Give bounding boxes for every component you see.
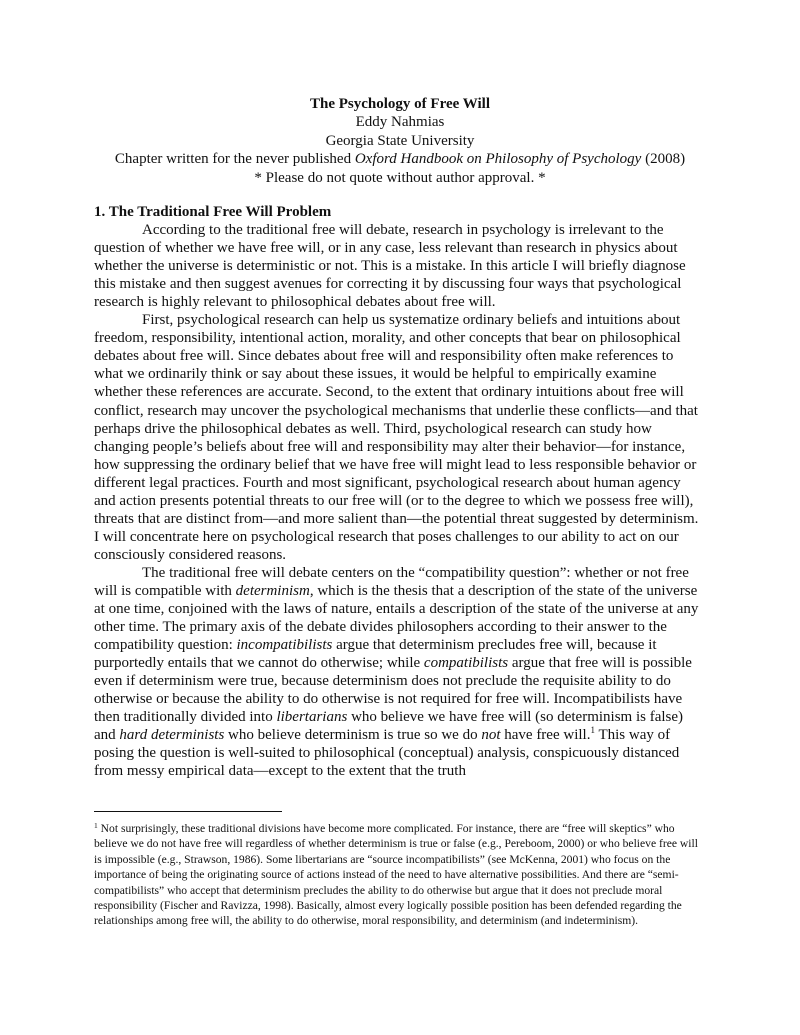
text-run: This way of posing the question is well-suited to philosophical (conceptual) analysis, conspicuously distanced from messy empirical data—except to the extent that the truth [94, 727, 680, 780]
footnote-marker: 1 [94, 821, 98, 830]
text-run: who believe we have free will (so determinism is false) and [94, 709, 684, 744]
author-affiliation: Georgia State University [325, 132, 475, 149]
quote-notice: * Please do not quote without author approval. * [254, 169, 546, 186]
document-title: The Psychology of Free Will [310, 96, 490, 112]
italic-term: compatibilists [423, 655, 509, 672]
italic-term: hard determinists [119, 727, 225, 744]
text-run: have free will. [500, 727, 591, 744]
author-name: Eddy Nahmias [355, 114, 445, 131]
publication-year: (2008) [641, 151, 686, 168]
paragraph-2: First, psychological research can help us systematize ordinary beliefs and intuitions about freedom, responsibility, intentional action, morality, and other concepts that bear on philosophical debates about free will. Since debates about free will and responsibility often make references to what we ordinarily think or say about these issues, it would be helpful to empirically examine whether these references are accurate. Second, to the extent that ordinary intuitions about free will conflict, research may uncover the psychological mechanisms that underlie these conflicts—and that perhaps drive the philosophical debates as well. Third, psychological research can study how changing people’s beliefs about free will and responsibility may alter their behavior—for instance, how suppressing the ordinary belief that we have free will might lead to less responsible behavior or different legal practices. Fourth and most significant, psychological research about human agency and action presents potential threats to our free will (or to the degree to which we possess free will), threats that are distinct from—and more salient than—the potential threat suggested by determinism. I will concentrate here on psychological research that poses challenges to our ability to act on our consciously considered reasons. [94, 312, 699, 563]
footnote-1 [94, 821, 706, 929]
text-run: , which is the thesis that a description of the state of the universe at one time, conjoined with the laws of nature, entails a description of the state of the universe at any other time. The primary axis of the debate divides philosophers according to their answer to the compatibility question: [94, 582, 699, 654]
text-run: The traditional free will debate centers on the “compatibility question”: whether or not free will is compatible with [94, 564, 689, 599]
italic-term: libertarians [276, 709, 348, 726]
handbook-title: Oxford Handbook on Philosophy of Psychology [354, 151, 642, 168]
italic-term: incompatibilists [236, 637, 333, 654]
text-run: argue that determinism precludes free will, because it purportedly entails that we cannot do otherwise; while [94, 637, 657, 672]
italic-term: not [481, 727, 501, 744]
document-header [60, 95, 740, 187]
footnote-reference[interactable]: 1 [590, 725, 595, 736]
footnote-text: Not surprisingly, these traditional divisions have become more complicated. For instance, there are “free will skeptics” who believe we do not have free will regardless of whether determinism is true or false (e.g., Pereboom, 2000) or who believe free will is impossible (e.g., Strawson, 1986). Some libertarians are “source incompatibilists” (see McKenna, 2001) who focus on the importance of being the originating source of actions instead of the need to have alternative possibilities. And there are “semi-compatibilists” who accept that determinism precludes the ability to do otherwise but argue that it does not preclude moral responsibility (Fischer and Ravizza, 1998). Basically, almost every logically possible position has been defended regarding the relationships among free will, the ability to do otherwise, moral responsibility, and determinism (and indeterminism). [94, 822, 698, 928]
italic-term: determinism [235, 582, 310, 599]
paragraph-1: According to the traditional free will debate, research in psychology is irrelevant to the question of whether we have free will, or in any case, less relevant than research in physics about whether the universe is deterministic or not. This is a mistake. In this article I will briefly diagnose this mistake and then suggest avenues for correcting it by discussing four ways that psychological research is highly relevant to philosophical debates about free will. [94, 222, 686, 311]
body-text [94, 203, 706, 781]
publication-note-prefix: Chapter written for the never published [114, 151, 355, 168]
section-heading: 1. The Traditional Free Will Problem [94, 204, 332, 220]
paragraph-3 [94, 564, 706, 781]
text-run: who believe determinism is true so we do [224, 727, 482, 744]
footnote-separator [94, 811, 282, 812]
publication-note [60, 150, 740, 168]
text-run: argue that free will is possible even if determinism were true, because determinism does not preclude the requisite ability to do otherwise or because the ability to do otherwise is not required for free will. Incompatibilists have then traditionally divided into [94, 655, 692, 726]
